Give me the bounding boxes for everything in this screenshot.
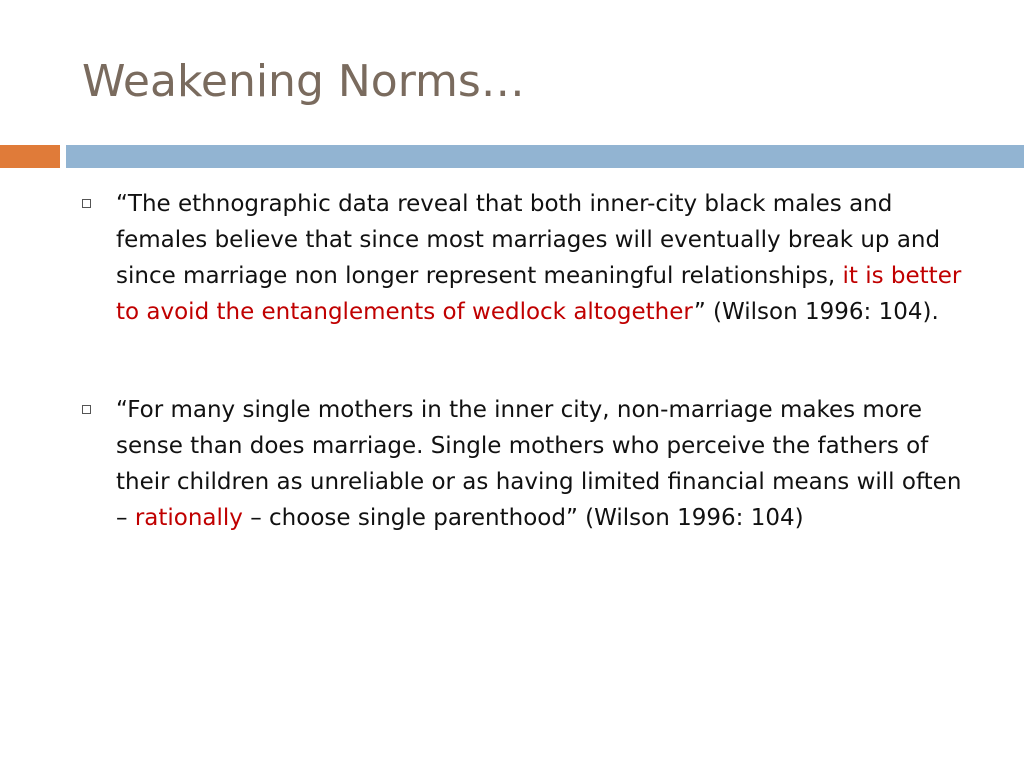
- hollow-square-bullet-icon: [82, 405, 91, 414]
- bullet-item-wilson-quote-2: [80, 392, 980, 536]
- bullet-text-before: “The ethnographic data reveal that both inner-city black males and females believe that since most marriages will eventually break up and since marriage non longer represent meaningful relationships,: [116, 191, 941, 289]
- accent-bar-orange: [0, 145, 60, 168]
- bullet-list: [80, 186, 980, 536]
- bullet-item-wilson-quote-1: [80, 186, 980, 330]
- bullet-highlight-text: rationally: [134, 505, 243, 531]
- bullet-text-after: – choose single parenthood” (Wilson 1996: 104): [242, 505, 804, 531]
- bullet-highlight-text: it is better to avoid the entanglements of wedlock altogether: [116, 263, 962, 325]
- accent-bar-blue: [66, 145, 1024, 168]
- hollow-square-bullet-icon: [82, 199, 91, 208]
- bullet-text-before: “For many single mothers in the inner city, non-marriage makes more sense than does marriage. Single mothers who perceive the fathers of their children as unreliable or as having limited financial means will often –: [116, 397, 962, 531]
- bullet-text-after: ” (Wilson 1996: 104).: [693, 299, 939, 325]
- slide-title: Weakening Norms…: [82, 56, 525, 107]
